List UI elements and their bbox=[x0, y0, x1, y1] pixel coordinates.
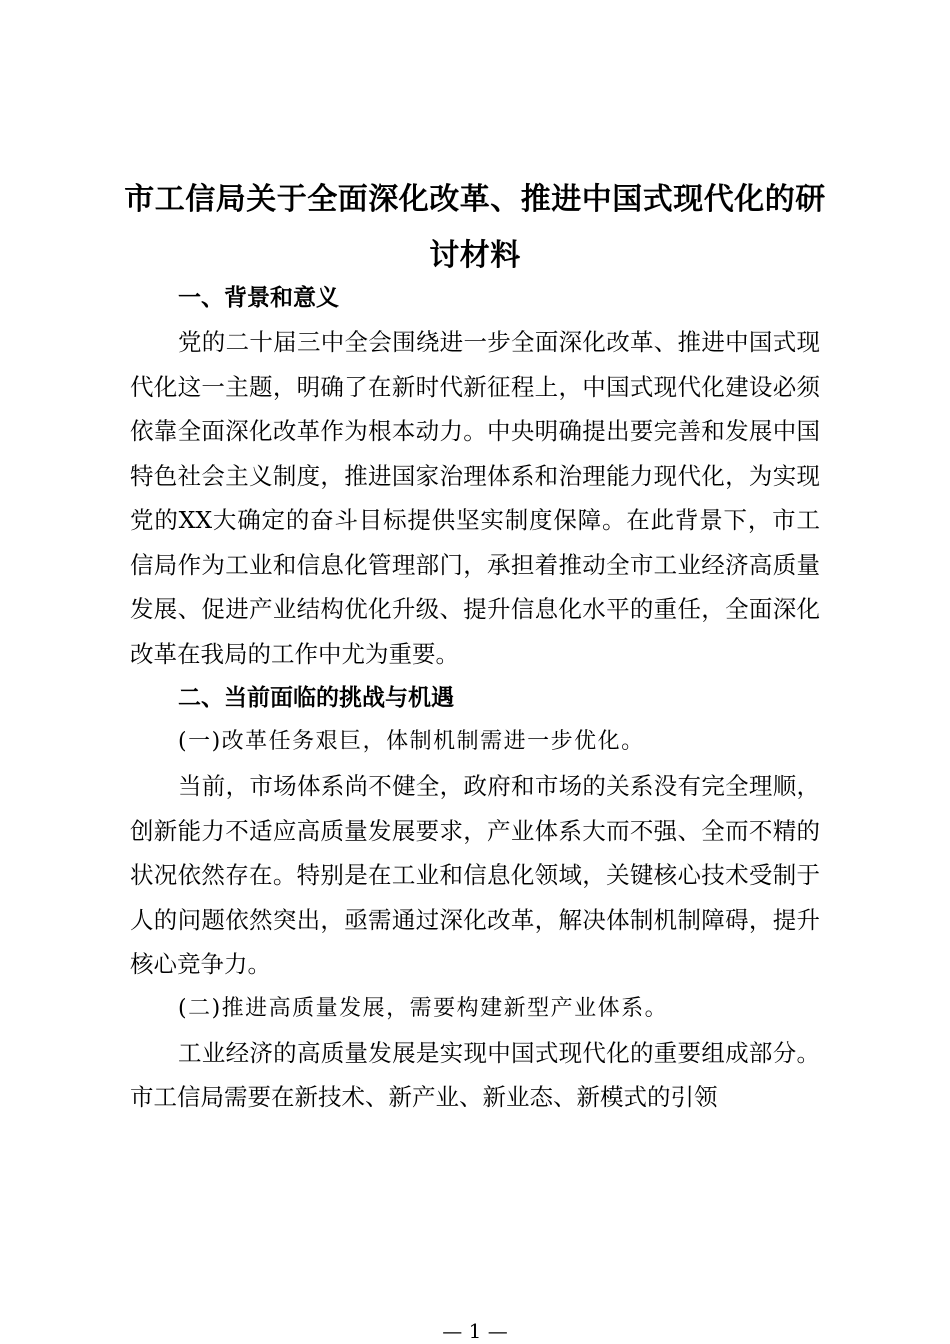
background-paragraph: 党的二十届三中全会围绕进一步全面深化改革、推进中国式现代化这一主题，明确了在新时代新征程上，中国式现代化建设必须依靠全面深化改革作为根本动力。中央明确提出要完善和发展中国特色社会主义制度，推进国家治理体系和治理能力现代化，为实现党的XX大确定的奋斗目标提供坚实制度保障。在此背景下，市工信局作为工业和信息化管理部门，承担着推动全市工业经济高质量发展、促进产业结构优化升级、提升信息化水平的重任，全面深化改革在我局的工作中尤为重要。 bbox=[130, 328, 820, 668]
document-body bbox=[130, 276, 820, 1120]
page-number: — 1 — bbox=[442, 1319, 508, 1343]
section-heading-challenges: 二、当前面临的挑战与机遇 bbox=[178, 685, 454, 711]
document-title: 市工信局关于全面深化改革、推进中国式现代化的研讨材料 bbox=[124, 182, 826, 273]
subsection-heading-reform: (一)改革任务艰巨，体制机制需进一步优化。 bbox=[178, 729, 645, 754]
section-heading-background: 一、背景和意义 bbox=[178, 285, 339, 311]
development-paragraph: 工业经济的高质量发展是实现中国式现代化的重要组成部分。市工信局需要在新技术、新产业、新业态、新模式的引领 bbox=[130, 1038, 820, 1111]
reform-paragraph: 当前，市场体系尚不健全，政府和市场的关系没有完全理顺，创新能力不适应高质量发展要求，产业体系大而不强、全而不精的状况依然存在。特别是在工业和信息化领域，关键核心技术受制于人的问题依然突出，亟需通过深化改革，解决体制机制障碍，提升核心竞争力。 bbox=[130, 772, 820, 978]
subsection-heading-development: (二)推进高质量发展，需要构建新型产业体系。 bbox=[178, 995, 669, 1021]
